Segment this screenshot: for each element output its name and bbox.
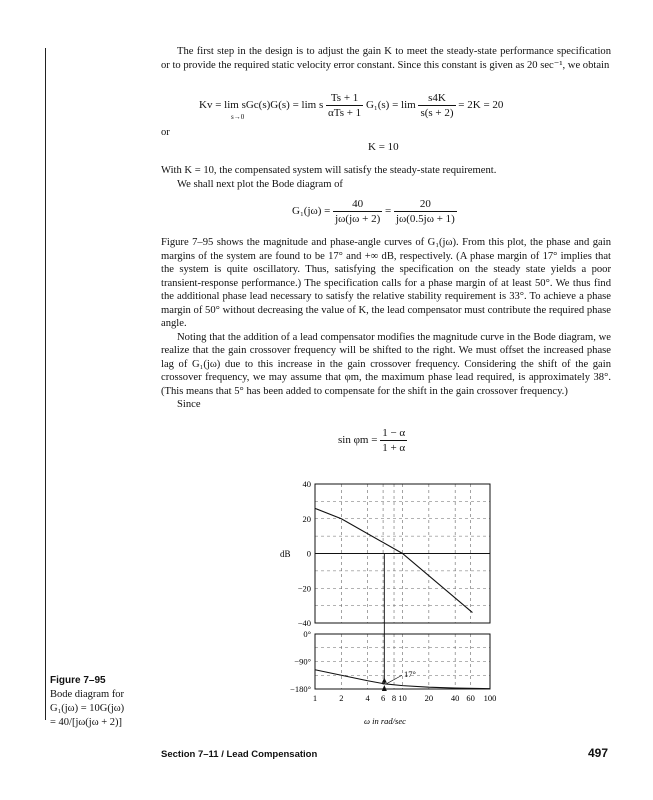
phase-grid [315, 634, 490, 689]
magnitude-curve [315, 508, 472, 612]
text-p4: Figure 7–95 shows the magnitude and phase-angle curves of G₁(jω). From this plot, the phase and gain margins of the system are found to be 17° and +∞ dB, respectively. (A phase margin of 17° implies that the system is quite oscillatory. Thus, satisfying the specification on the steady state yields a poor transient-response performance.) The specification calls for a phase margin of at least 50°. We thus find the additional phase lead necessary to satisfy the relative stability requirement is 33°. To achieve a phase margin of 50° without decreasing the value of K, the lead compensator must contribute the required phase angle. [161, 237, 611, 329]
kv-den2: s(s + 2) [420, 107, 454, 119]
equation-k: K = 10 [368, 141, 399, 153]
x-tick-label: 8 [391, 693, 397, 703]
page-number: 497 [588, 746, 609, 760]
figure-label [50, 674, 124, 688]
mag-tick-label: 40 [302, 479, 311, 489]
sin-den: 1 + α [382, 442, 406, 454]
magnitude-series [315, 508, 472, 612]
text-or: or [161, 127, 170, 138]
mag-tick-label: −20 [297, 583, 311, 594]
footer-section: Section 7–11 / Lead Compensation [161, 749, 318, 760]
kv-num: Ts + 1 [326, 92, 363, 106]
x-tick-label: 2 [339, 693, 344, 703]
text-p5: Noting that the addition of a lead compensator modifies the magnitude curve in the Bode diagram, we realize that the gain crossover frequency will be shifted to the right. We must offset the increased phase lag of G₁(jω) due to this increase in the gain crossover frequency. Considering the shift of the gain crossover frequency, we may assume that φm, the maximum phase lead required, is approximately 38°. (This means that 5° has been added to compensate for the shift in the gain crossover frequency.) [161, 331, 611, 397]
x-tick-label: 100 [483, 693, 497, 703]
kv-limit-sub: s→0 [231, 113, 245, 121]
phase-margin-annotation: 17° [404, 669, 416, 679]
mag-tick-label: 20 [302, 513, 311, 524]
x-tick-label: 60 [466, 693, 475, 703]
x-tick-label: 6 [380, 693, 386, 703]
y-axis-label: dB [280, 549, 291, 559]
x-tick-label: 40 [450, 693, 460, 703]
phase-margin-arrow-head [382, 685, 387, 691]
mag-tick-label: 0 [306, 548, 311, 559]
figure-label-text: Figure 7–95 [50, 675, 106, 686]
g1-eq: = [384, 205, 392, 218]
kv-rhs: = 2K = 20 [458, 99, 504, 112]
x-tick-label: 1 [312, 693, 318, 703]
text-p6: Since [177, 399, 201, 410]
phase-tick-label: 0° [303, 629, 311, 639]
mag-tick-label: −40 [297, 618, 311, 628]
caption-line-1: Bode diagram for [50, 689, 125, 700]
x-tick-labels [313, 693, 497, 703]
g1-den1: jω(jω + 2) [335, 213, 381, 225]
x-axis-label: ω in rad/sec [364, 716, 406, 726]
kv-den: αTs + 1 [327, 107, 362, 119]
magnitude-tick-labels [298, 479, 311, 628]
text-p1: The first step in the design is to adjust the gain K to meet the steady-state performance specification or to provide the required static velocity error constant. Since this constant is given as 20 sec⁻¹, we obtain [161, 46, 611, 71]
phase-tick-label: −90° [294, 656, 311, 667]
kv-lhs: Kv = lim sGc(s)G(s) = lim s [199, 99, 324, 112]
x-tick-label: 10 [398, 693, 407, 703]
x-tick-label: 4 [365, 693, 370, 703]
kv-num2: s4K [418, 92, 455, 106]
g1-lhs: G₁(jω) = [292, 205, 331, 218]
phase-margin-arrow-head-top [382, 678, 387, 683]
kv-mid: G₁(s) = lim [365, 99, 416, 112]
x-tick-label: 20 [424, 693, 434, 703]
sin-num: 1 − α [382, 427, 406, 439]
sin-lhs: sin φm = [338, 434, 378, 447]
text-p3: We shall next plot the Bode diagram of [177, 178, 343, 190]
figure-caption [50, 674, 124, 730]
g1-num1: 40 [333, 198, 382, 212]
caption-line-3: = 40/[jω(jω + 2)] [50, 717, 123, 728]
g1-num2: 20 [394, 198, 457, 212]
phase-tick-labels [290, 629, 311, 694]
g1-den2: jω(0.5jω + 1) [395, 213, 455, 225]
phase-tick-label: −180° [290, 684, 311, 694]
caption-line-2: G₁(jω) = 10G(jω) [50, 703, 125, 714]
text-p2: With K = 10, the compensated system will satisfy the steady-state requirement. [161, 165, 497, 176]
